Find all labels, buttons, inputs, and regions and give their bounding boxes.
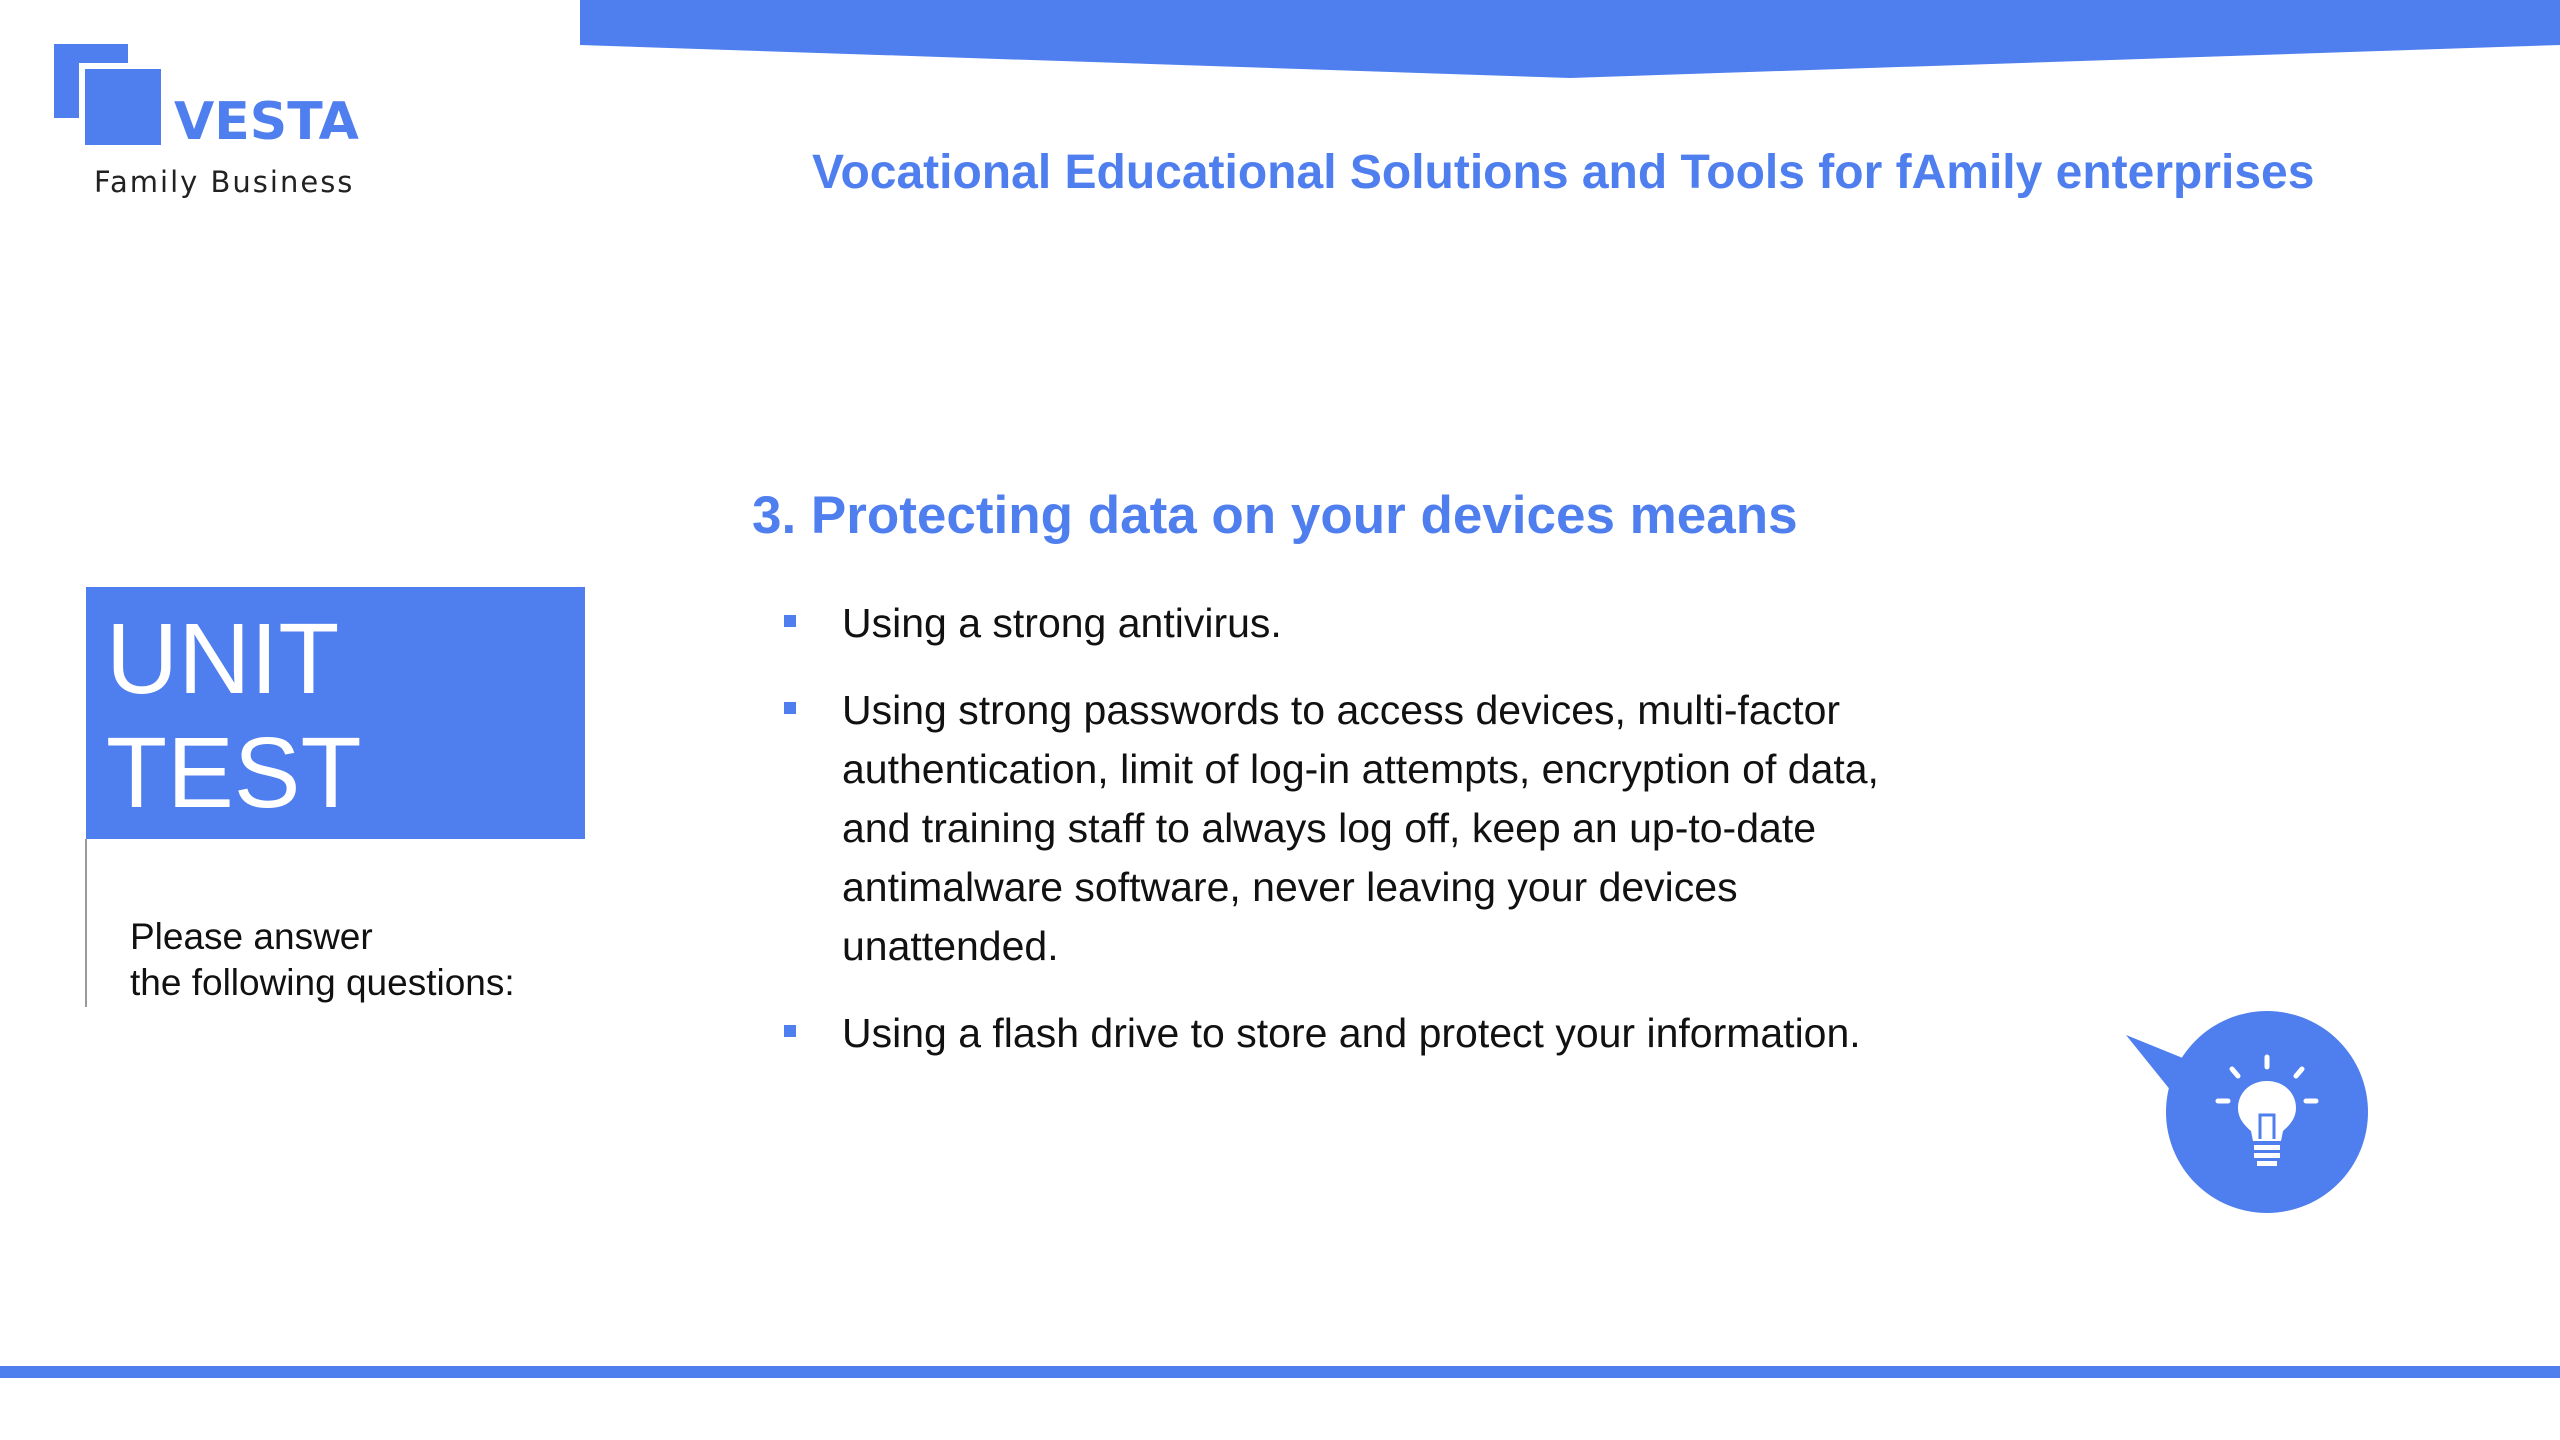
bullet-square-icon [784, 1025, 796, 1037]
vesta-logo [50, 40, 370, 210]
instructions-line: the following questions: [130, 962, 515, 1003]
answer-options [780, 594, 1980, 1091]
answer-option-line: unattended. [842, 923, 1059, 969]
answer-option-text [842, 594, 1980, 653]
answer-option-line: antimalware software, never leaving your devices [842, 864, 1738, 910]
answer-option-text [842, 681, 1980, 976]
bottom-rule [0, 1366, 2560, 1378]
answer-option-line: Using strong passwords to access devices, multi-factor [842, 687, 1841, 733]
sidebar-divider [85, 839, 87, 1007]
answer-option-line: authentication, limit of log-in attempts, encryption of data, [842, 746, 1879, 792]
lightbulb-icon [2120, 1005, 2380, 1225]
answer-option-text [842, 1004, 1980, 1063]
answer-option[interactable] [780, 681, 1980, 976]
answer-option[interactable] [780, 594, 1980, 653]
unit-test-box [86, 587, 585, 839]
logo-wordmark: VESTA [174, 92, 359, 152]
header-tagline: Vocational Educational Solutions and Tools for fAmily enterprises [812, 146, 2315, 199]
top-decorative-band [580, 0, 2560, 80]
logo-tagline: Family Business [94, 165, 355, 199]
answer-option-line: Using a flash drive to store and protect your information. [842, 1010, 1861, 1056]
unit-test-title-line: UNIT [106, 603, 340, 715]
answer-option-line: Using a strong antivirus. [842, 600, 1282, 646]
answer-option[interactable] [780, 1004, 1980, 1063]
instructions-text [130, 914, 570, 1006]
unit-test-title-line: TEST [106, 717, 362, 829]
logo-square-front [85, 69, 161, 145]
bullet-square-icon [784, 615, 796, 627]
answer-option-line: and training staff to always log off, keep an up-to-date [842, 805, 1817, 851]
bullet-square-icon [784, 702, 796, 714]
instructions-line: Please answer [130, 916, 373, 957]
question-title: 3. Protecting data on your devices means [752, 486, 1798, 545]
